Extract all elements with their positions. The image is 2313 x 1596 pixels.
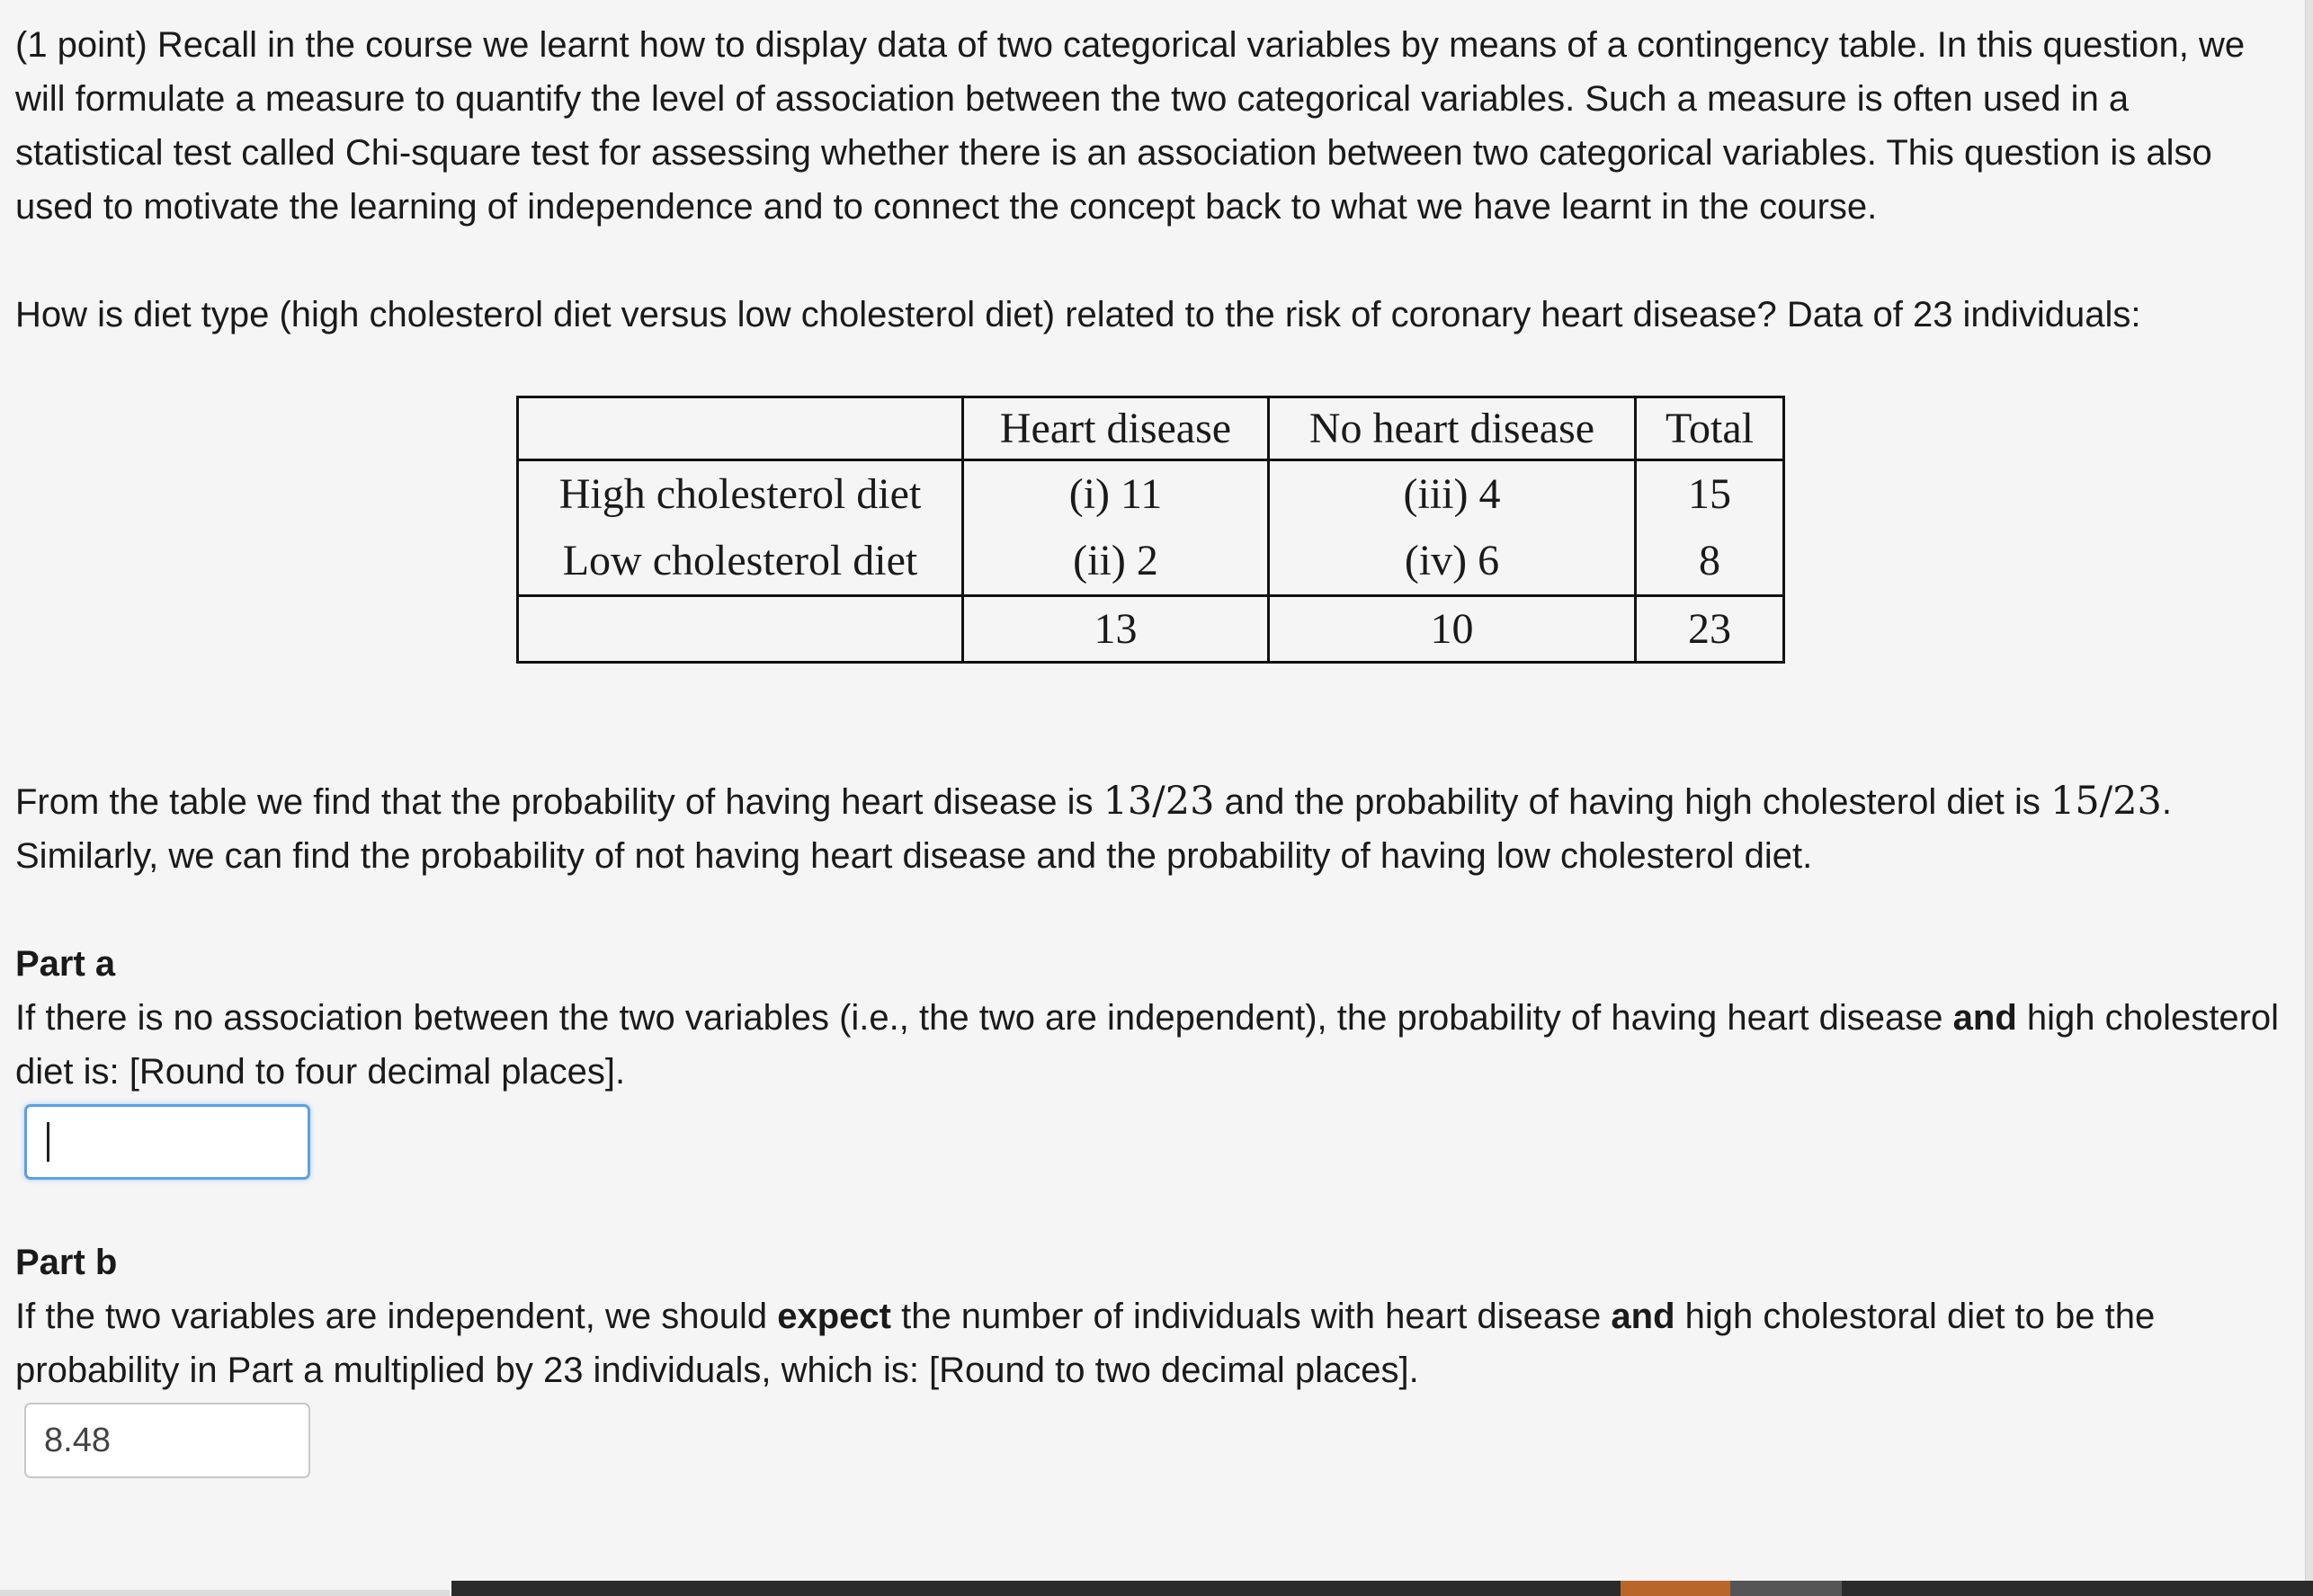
table-cell: (iv) 6 <box>1269 528 1636 596</box>
part-b-text: the number of individuals with heart disease <box>890 1297 1612 1336</box>
part-a-text: If there is no association between the two variables (i.e., the two are independent), the probability of having heart disease <box>15 998 1953 1038</box>
part-a-question <box>15 991 2282 1099</box>
table-header-cell: Total <box>1636 397 1784 460</box>
part-b-bold: expect <box>777 1297 891 1336</box>
taskbar-strip <box>0 1581 2313 1596</box>
table-cell: 15 <box>1636 460 1784 529</box>
table-cell: 10 <box>1269 596 1636 663</box>
contingency-table-container <box>516 396 2282 664</box>
taskbar-app-button[interactable] <box>1730 1581 1842 1596</box>
part-a-text: high cholesterol diet is: [Round to four decimal places]. <box>15 998 2280 1092</box>
probability-text: and the probability of having high cholesterol diet is <box>1214 782 2050 822</box>
table-header-row <box>518 397 1784 460</box>
part-b-text: high cholestoral diet to be the probability in Part a multiplied by 23 individuals, which is: [Round to two decimal places]. <box>15 1297 2156 1390</box>
table-row-label: Low cholesterol diet <box>518 528 963 596</box>
part-a-heading: Part a <box>15 944 116 984</box>
table-cell: 8 <box>1636 528 1784 596</box>
table-header-cell: Heart disease <box>963 397 1269 460</box>
table-cell: 13 <box>963 596 1269 663</box>
table-cell: (i) 11 <box>963 460 1269 529</box>
problem-content <box>15 18 2282 1478</box>
table-header-cell <box>518 397 963 460</box>
probability-text: Similarly, we can find the probability of not having heart disease and the probability of having low cholesterol diet. <box>15 836 1813 876</box>
table-totals-row <box>518 596 1784 663</box>
part-b-bold: and <box>1611 1297 1675 1336</box>
part-b-text: If the two variables are independent, we should <box>15 1297 778 1336</box>
part-b-answer-value: 8.48 <box>44 1422 111 1459</box>
probability-paragraph <box>15 774 2282 883</box>
table-row <box>518 528 1784 596</box>
table-cell <box>518 596 963 663</box>
probability-text: . <box>2161 782 2173 822</box>
part-b-answer-input[interactable] <box>24 1403 310 1478</box>
table-header-cell: No heart disease <box>1269 397 1636 460</box>
table-cell: (ii) 2 <box>963 528 1269 596</box>
taskbar-segment <box>0 1590 450 1596</box>
taskbar-app-button[interactable] <box>1621 1581 1730 1596</box>
intro-paragraph: (1 point) Recall in the course we learnt how to display data of two categorical variables by means of a contingency table. In this question, we will formulate a measure to quantify the level of association between the two categorical variables. Such a measure is often used in a statistical test called Chi-square test for assessing whether there is an association between two categorical variables. This question is also used to motivate the learning of independence and to connect the concept back to what we have learnt in the course. <box>15 25 2246 227</box>
fraction-high-cholesterol: 15/23 <box>2050 779 2162 824</box>
part-a-answer-input[interactable] <box>24 1104 310 1180</box>
table-cell: 23 <box>1636 596 1784 663</box>
scrollbar-track[interactable] <box>2305 0 2313 1581</box>
part-a-bold: and <box>1952 998 2017 1038</box>
table-row <box>518 460 1784 529</box>
text-cursor <box>47 1122 49 1162</box>
part-b-question <box>15 1289 2282 1397</box>
table-cell: (iii) 4 <box>1269 460 1636 529</box>
table-row-label: High cholesterol diet <box>518 460 963 529</box>
probability-text: From the table we find that the probability of having heart disease is <box>15 782 1103 822</box>
fraction-heart-disease: 13/23 <box>1103 779 1215 824</box>
part-b-section <box>15 1235 2282 1478</box>
contingency-table <box>516 396 1785 664</box>
part-a-section <box>15 937 2282 1180</box>
taskbar-segment <box>1842 1581 2313 1596</box>
part-b-heading: Part b <box>15 1243 118 1282</box>
taskbar-segment <box>451 1581 1621 1596</box>
question-paragraph: How is diet type (high cholesterol diet versus low cholesterol diet) related to the risk of coronary heart disease? Data of 23 individuals: <box>15 295 2141 334</box>
